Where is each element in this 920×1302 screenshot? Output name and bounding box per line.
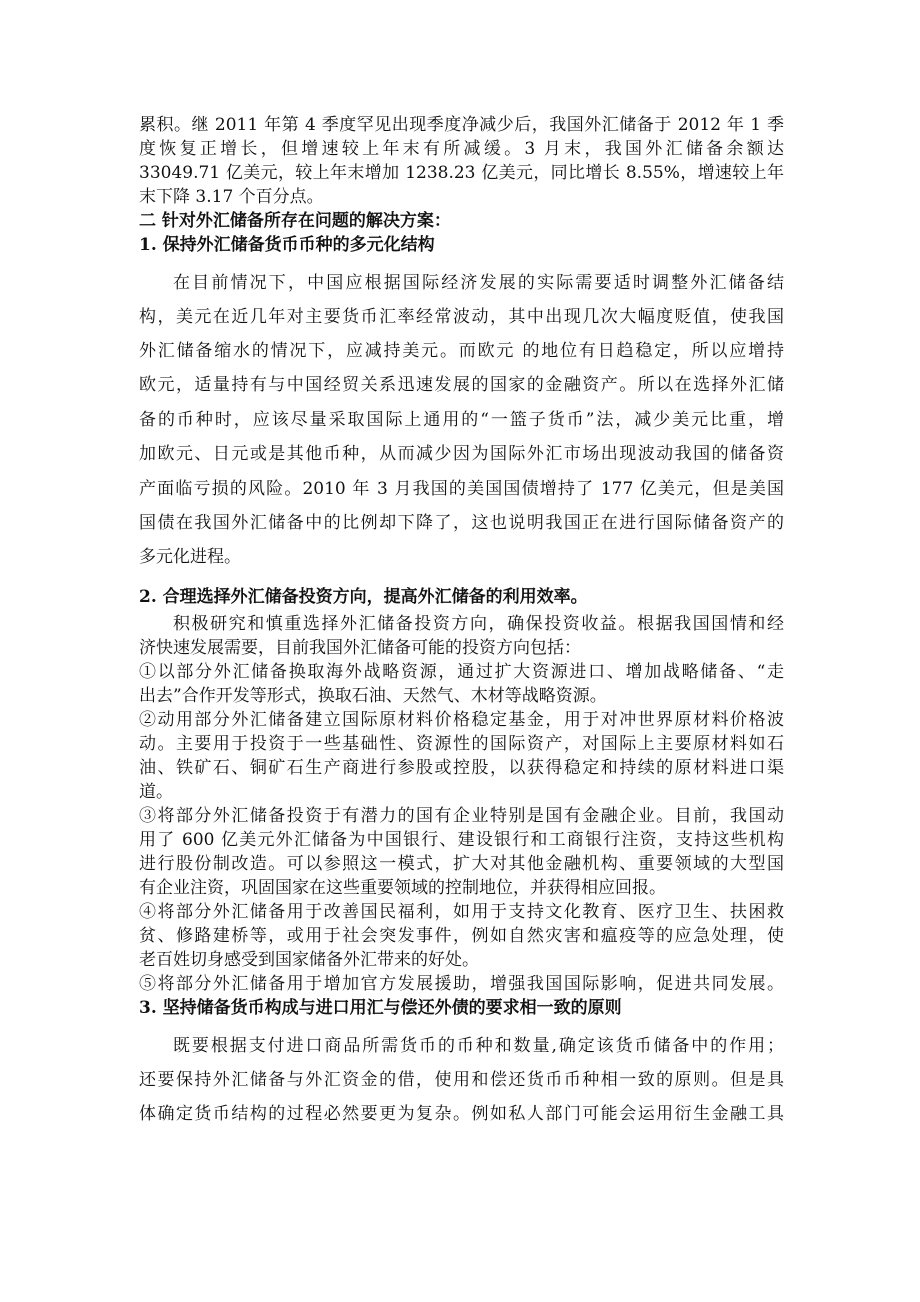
s2-item-4-line-2: 贫、修路建桥等，或用于社会突发事件，例如自然灾害和瘟疫等的应急处理，使 — [139, 926, 784, 946]
s2-item-2-line-3: 油、铁矿石、铜矿石生产商进行参股或控股，以获得稳定和持续的原材料进口渠 — [139, 758, 784, 778]
s1-line-1: 在目前情况下，中国应根据国际经济发展的实际需要适时调整外汇储备结 — [173, 273, 784, 293]
section-title: 二 针对外汇储备所存在问题的解决方案： — [139, 211, 451, 231]
s3-line-1: 既要根据支付进口商品所需货币的币种和数量,确定该货币储备中的作用； — [173, 1036, 784, 1056]
s2-line-1: 积极研究和慎重选择外汇储备投资方向，确保投资收益。根据我国国情和经 — [173, 614, 784, 634]
s1-line-2: 构，美元在近几年对主要货币汇率经常波动，其中出现几次大幅度贬值，使我国 — [139, 307, 784, 327]
s1-line-4: 欧元，适量持有与中国经贸关系迅速发展的国家的金融资产。所以在选择外汇储 — [139, 375, 784, 395]
s3-line-3: 体确定货币结构的过程必然要更为复杂。例如私人部门可能会运用衍生金融工具 — [139, 1104, 784, 1124]
s1-line-5: 备的币种时，应该尽量采取国际上通用的“一篮子货币”法，减少美元比重，增 — [139, 410, 784, 430]
s3-heading: 3. 坚持储备货币构成与进口用汇与偿还外债的要求相一致的原则 — [139, 998, 622, 1018]
s1-line-6: 加欧元、日元或是其他币种，从而减少因为国际外汇市场出现波动我国的储备资 — [139, 444, 784, 464]
s2-item-1-line-1: ①以部分外汇储备换取海外战略资源，通过扩大资源进口、增加战略储备、“走 — [139, 662, 784, 682]
s2-item-2-line-1: ②动用部分外汇储备建立国际原材料价格稳定基金，用于对冲世界原材料价格波 — [139, 710, 784, 730]
s1-line-8: 国债在我国外汇储备中的比例却下降了，这也说明我国正在进行国际储备资产的 — [139, 513, 784, 533]
s2-item-2-line-4: 道。 — [139, 782, 173, 802]
s2-item-4-line-1: ④将部分外汇储备用于改善国民福利，如用于支持文化教育、医疗卫生、扶困救 — [139, 902, 784, 922]
s2-item-3-line-3: 进行股份制改造。可以参照这一模式，扩大对其他金融机构、重要领域的大型国 — [139, 854, 784, 874]
s2-item-5-line-1: ⑤将部分外汇储备用于增加官方发展援助，增强我国国际影响，促进共同发展。 — [139, 974, 784, 994]
s2-heading: 2. 合理选择外汇储备投资方向，提高外汇储备的利用效率。 — [139, 587, 588, 607]
s2-item-3-line-2: 用了 600 亿美元外汇储备为中国银行、建设银行和工商银行注资，支持这些机构 — [139, 830, 784, 850]
intro-line-2: 度恢复正增长，但增速较上年末有所减缓。3 月末，我国外汇储备余额达 — [139, 139, 784, 159]
s3-line-2: 还要保持外汇储备与外汇资金的借，使用和偿还货币币种相一致的原则。但是具 — [139, 1070, 784, 1090]
s2-item-1-line-2: 出去”合作开发等形式，换取石油、天然气、木材等战略资源。 — [139, 686, 607, 706]
s1-line-7: 产面临亏损的风险。2010 年 3 月我国的美国国债增持了 177 亿美元，但是美国 — [139, 479, 784, 499]
intro-line-3: 33049.71 亿美元，较上年末增加 1238.23 亿美元，同比增长 8.55%，增速较上年 — [139, 163, 784, 183]
s2-item-4-line-3: 老百姓切身感受到国家储备外汇带来的好处。 — [139, 950, 479, 970]
s1-heading: 1. 保持外汇储备货币币种的多元化结构 — [139, 235, 435, 255]
intro-line-1: 累积。继 2011 年第 4 季度罕见出现季度净减少后，我国外汇储备于 2012 年 1 季 — [139, 115, 784, 135]
s2-line-2: 济快速发展需要，目前我国外汇储备可能的投资方向包括： — [139, 638, 581, 658]
s1-line-3: 外汇储备缩水的情况下，应减持美元。而欧元 的地位有日趋稳定，所以应增持 — [139, 341, 784, 361]
s2-item-2-line-2: 动。主要用于投资于一些基础性、资源性的国际资产，对国际上主要原材料如石 — [139, 734, 784, 754]
s1-line-9: 多元化进程。 — [139, 547, 241, 567]
s2-item-3-line-4: 有企业注资，巩固国家在这些重要领域的控制地位，并获得相应回报。 — [139, 878, 666, 898]
intro-line-4: 末下降 3.17 个百分点。 — [139, 187, 324, 207]
s2-item-3-line-1: ③将部分外汇储备投资于有潜力的国有企业特别是国有金融企业。目前，我国动 — [139, 806, 784, 826]
